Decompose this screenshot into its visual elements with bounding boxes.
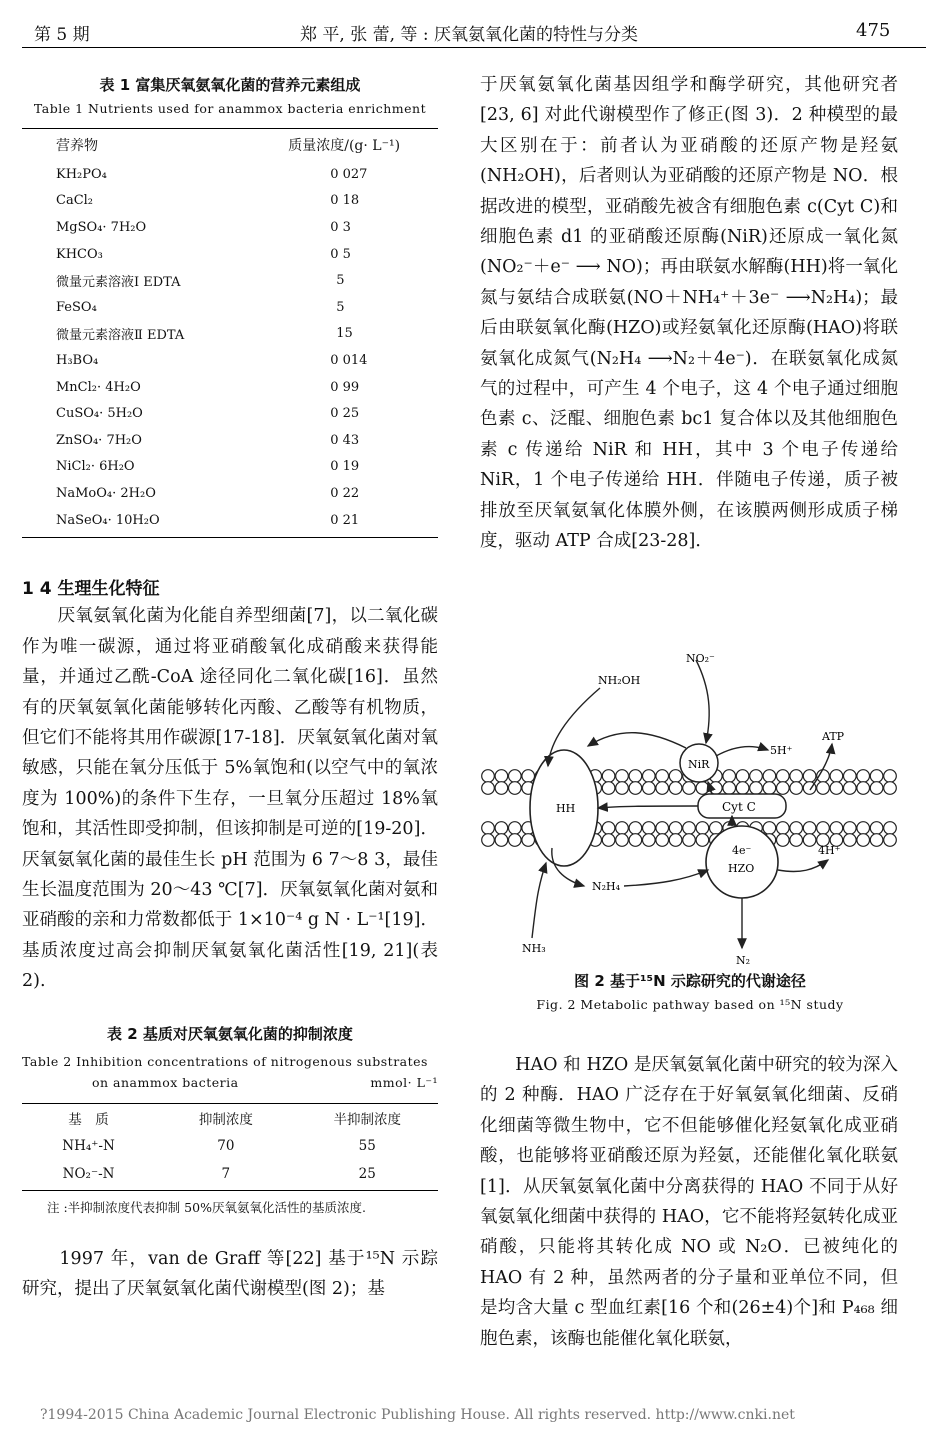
membrane-bead [844,822,857,835]
label-nir: NiR [688,758,710,771]
table2-title: 表 2 基质对厌氧氨氧化菌的抑制浓度 [107,1024,353,1043]
label-4h: 4H⁺ [818,844,841,857]
table1-cell-nutrient: 微量元素溶液Ⅱ EDTA [56,328,185,344]
table1-row [22,374,438,401]
table1-header-row [22,129,438,161]
table1-row [22,321,438,348]
membrane-bead [723,782,736,795]
membrane-bead [857,782,870,795]
membrane-bead [790,770,803,783]
left-bottom-body [22,1244,438,1305]
table1-cell-conc: 0 3 [330,219,351,235]
membrane-bead [629,834,642,847]
membrane-bead [602,782,615,795]
membrane-bead [616,822,629,835]
table1-row [22,161,438,188]
table1-bottom-rule [22,537,438,538]
label-hzo: HZO [728,862,755,875]
table1-cell-nutrient: CuSO₄· 5H₂O [56,406,143,422]
right-top-body [480,70,898,557]
table2 [22,1104,438,1188]
table1-row [22,294,438,321]
arrow-n2h4-hzo [624,870,708,886]
membrane-bead [803,770,816,783]
membrane-bead [723,770,736,783]
table2-cell-inhibit: 70 [217,1137,235,1154]
label-nh3: NH₃ [522,942,546,955]
membrane-bead [696,834,709,847]
membrane-bead [870,782,883,795]
table1-cell-nutrient: ZnSO₄· 7H₂O [56,432,142,448]
membrane-bead [830,770,843,783]
header-rule [22,47,926,48]
membrane-bead [857,770,870,783]
table2-cell-substrate: NO₂⁻-N [62,1165,115,1182]
label-4e: 4e⁻ [732,844,752,857]
table1-cell-conc: 0 21 [330,512,360,528]
label-n2h4: N₂H₄ [592,880,621,893]
membrane-bead [602,834,615,847]
table2-row [22,1160,438,1188]
table1-cell-nutrient: NaSeO₄· 10H₂O [56,512,160,528]
table1-cell-conc: 0 25 [330,406,360,422]
membrane-bead [790,822,803,835]
arrow-cytc-hh [598,806,698,808]
membrane-bead [683,834,696,847]
right-bottom-column [480,1050,898,1354]
membrane-bead [683,822,696,835]
right-bottom-body [480,1050,898,1354]
table1-cell-conc: 0 014 [330,352,368,368]
membrane-bead [656,834,669,847]
table1-col-conc: 质量浓度/(g· L⁻¹) [288,138,401,154]
label-nh2oh: NH₂OH [598,674,641,687]
table1-body [22,161,438,533]
table1-cell-nutrient: KH₂PO₄ [56,166,107,182]
table1-row [22,427,438,454]
membrane-bead [495,782,508,795]
membrane-bead [763,822,776,835]
membrane-bead [750,782,763,795]
membrane-bead [616,782,629,795]
table2-bottom-rule [22,1190,438,1191]
membrane-bead [777,834,790,847]
table1-cell-nutrient: MnCl₂· 4H₂O [56,379,141,395]
membrane-bead [870,822,883,835]
membrane-bead [870,770,883,783]
membrane-bead [884,770,897,783]
membrane-bead [857,834,870,847]
membrane-bead [830,782,843,795]
running-title: 郑 平, 张 蕾, 等 : 厌氧氨氧化菌的特性与分类 [300,25,638,45]
label-hh: HH [556,802,576,815]
figure2 [480,648,900,968]
label-n2: N₂ [736,954,751,967]
left-bottom-paragraph: 1997 年，van de Graff 等[22] 基于¹⁵N 示踪研究，提出了厌氧氨氧化菌代谢模型(图 2)；基 [22,1248,438,1299]
membrane-bead [509,834,522,847]
membrane-bead [750,770,763,783]
table2-cell-substrate: NH₄⁺-N [62,1137,115,1154]
table1-row [22,188,438,215]
membrane-bead [777,770,790,783]
membrane-bead [602,822,615,835]
table2-row [22,1132,438,1160]
membrane-bead [736,782,749,795]
membrane-bead [817,782,830,795]
page-header [0,20,950,46]
membrane-bead [884,782,897,795]
table1-cell-conc: 0 19 [330,459,360,475]
membrane-bead [509,822,522,835]
membrane-bead [643,782,656,795]
membrane-bead [669,782,682,795]
membrane-bead [509,782,522,795]
membrane-bead [857,822,870,835]
table1-row [22,400,438,427]
table2-note: 注 :半抑制浓度代表抑制 50%厌氧氨氧化活性的基质浓度. [47,1199,366,1215]
issue-label: 第 5 期 [34,25,90,45]
table1-cell-conc: 0 99 [330,379,360,395]
membrane-bead [643,834,656,847]
membrane-bead [777,782,790,795]
label-cytc: Cyt C [722,800,756,814]
membrane-bead [683,782,696,795]
membrane-bead [643,770,656,783]
table1-cell-conc: 0 5 [330,246,351,262]
membrane-bead [817,822,830,835]
table1-row [22,507,438,534]
figure2-caption-en: Fig. 2 Metabolic pathway based on ¹⁵N study [536,997,844,1012]
table1-col-nutrient: 营养物 [56,138,98,154]
table1-cell-nutrient: NaMoO₄· 2H₂O [56,485,156,501]
table1-cell-nutrient: H₃BO₄ [56,352,99,368]
membrane-bead [830,822,843,835]
membrane-bead [482,770,495,783]
table2-cell-half: 55 [358,1137,376,1154]
right-top-paragraph: 于厌氧氨氧化菌基因组学和酶学研究，其他研究者[23, 6] 对此代谢模型作了修正(图 3)．2 种模型的最大区别在于：前者认为亚硝酸的还原产物是羟氨(NH₂OH)，后者则认为亚硝酸的还原产物是 NO．根据改进的模型，亚硝酸先被含有细胞色素 c(Cyt C)和细胞色素 d1 的亚硝酸还原酶(NiR)还原成一氧化氮(NO₂⁻＋e⁻ ⟶ NO)；再由联氨水解酶(HH)将一氧化氮与氨结合成联氨(NO＋NH₄⁺＋3e⁻ ⟶N₂H₄)；最后由联氨氧化酶(HZO)或羟氨氧化还原酶(HAO)将联氨氧化成氮气(N₂H₄ ⟶N₂＋4e⁻)．在联氨氧化成氮气的过程中，可产生 4 个电子，这 4 个电子通过细胞色素 c、泛醌、细胞色素 bc1 复合体以及其他细胞色素 c 传递给 NiR 和 HH，其中 3 个电子传递给 NiR，1 个电子传递给 HH．伴随电子传递，质子被排放至厌氧氨氧化体膜外侧，在该膜两侧形成质子梯度，驱动 ATP 合成[23-28]． [480,75,898,552]
membrane-bead [482,834,495,847]
table2-title-en-2: on anammox bacteria [92,1074,239,1090]
arrow-nir-hh [588,733,686,748]
table2-title-en-1: Table 2 Inhibition concentrations of nitrogenous substrates [22,1053,428,1069]
membrane-bead [656,822,669,835]
membrane-bead [669,822,682,835]
membrane-bead [522,770,535,783]
table1-cell-conc: 5 [336,273,345,289]
membrane-bead [884,822,897,835]
page-footer: ?1994-2015 China Academic Journal Electronic Publishing House. All rights reserved. http://www.cnki.net [40,1407,795,1423]
table1-row [22,347,438,374]
membrane-bead [509,770,522,783]
membrane-bead [777,822,790,835]
table2-col-substrate: 基 质 [68,1111,109,1128]
arrow-nir-5h [716,747,768,756]
membrane-bead [844,782,857,795]
membrane-bead [629,782,642,795]
table1-cell-conc: 0 22 [330,485,360,501]
table1-cell-nutrient: 微量元素溶液Ⅰ EDTA [56,275,181,291]
membrane-bead [870,834,883,847]
membrane-bead [669,834,682,847]
table1 [22,129,438,533]
table1-cell-nutrient: NiCl₂· 6H₂O [56,459,135,475]
table2-col-half: 半抑制浓度 [333,1111,402,1128]
membrane-bead [763,770,776,783]
membrane-bead [616,770,629,783]
section-body [22,601,438,996]
table1-row [22,480,438,507]
membrane-bead [790,782,803,795]
label-atp: ATP [822,730,845,743]
membrane-bead [696,782,709,795]
figure2-captions [480,970,900,1012]
table1-row [22,241,438,268]
membrane-bead [495,770,508,783]
membrane-bead [696,822,709,835]
table1-cell-conc: 0 43 [330,432,360,448]
membrane-bead [495,822,508,835]
right-column [480,70,898,557]
table2-cell-inhibit: 7 [221,1165,231,1182]
membrane-bead [616,834,629,847]
membrane-bead [763,782,776,795]
arrow-nh3-hh [532,863,546,938]
membrane-bead [482,822,495,835]
membrane-bead [790,834,803,847]
table2-cell-half: 25 [358,1165,376,1182]
membrane-bead [656,770,669,783]
section-heading: 1 4 生理生化特征 [22,579,160,600]
table1-cell-nutrient: CaCl₂ [56,193,94,209]
table2-header-row [22,1104,438,1132]
membrane-bead [736,770,749,783]
page-number: 475 [856,20,891,41]
table1-row [22,454,438,481]
table1-title: 表 1 富集厌氧氨氧化菌的营养元素组成 [99,76,361,94]
membrane-bead [656,782,669,795]
table1-cell-nutrient: KHCO₃ [56,246,103,262]
membrane-bead [495,834,508,847]
membrane-bead [803,834,816,847]
membrane-bead [844,770,857,783]
table2-title-en-2-row [22,1073,438,1099]
table2-unit: mmol· L⁻¹ [370,1074,438,1090]
table1-row [22,214,438,241]
membrane-bead [643,822,656,835]
table1-cell-nutrient: MgSO₄· 7H₂O [56,219,147,235]
membrane-bead [844,834,857,847]
label-no2: NO₂⁻ [686,652,715,665]
membrane-bead [669,770,682,783]
table1-cell-conc: 5 [336,299,345,315]
figure2-caption: 图 2 基于¹⁵N 示踪研究的代谢途径 [574,972,806,990]
membrane-bead [522,834,535,847]
table1-cell-conc: 0 027 [330,166,368,182]
membrane-bead [602,770,615,783]
membrane-bead [629,822,642,835]
table2-col-inhibit: 抑制浓度 [198,1111,253,1128]
membrane-bead [803,822,816,835]
membrane-bead [884,834,897,847]
label-5h: 5H⁺ [770,744,793,757]
left-column [22,74,438,1304]
table1-row [22,267,438,294]
table1-title-en: Table 1 Nutrients used for anammox bacteria enrichment [33,101,427,116]
figure2-diagram [480,648,900,968]
membrane-bead [629,770,642,783]
membrane-bead [482,782,495,795]
arrow-no2-nir [696,660,709,743]
arrow-hzo-4h [778,860,828,872]
table1-cell-conc: 15 [336,326,353,342]
table2-body [22,1132,438,1188]
section-paragraph: 厌氧氨氧化菌为化能自养型细菌[7]，以二氧化碳作为唯一碳源，通过将亚硝酸氧化成硝酸来获得能量，并通过乙酰-CoA 途径同化二氧化碳[16]．虽然有的厌氧氨氧化菌能够转化丙酸、乙酸等有机物质，但它们不能将其用作碳源[17-18]．厌氧氨氧化菌对氧敏感，只能在氧分压低于 5%氧饱和(以空气中的氧浓度为 100%)的条件下生存，一旦氧分压超过 18%氧饱和，其活性即受抑制，但该抑制是可逆的[19-20]．厌氧氨氧化菌的最佳生长 pH 范围为 6 7～8 3，最佳生长温度范围为 20～43 ℃[7]．厌氧氨氧化菌对氨和亚硝酸的亲和力常数都低于 1×10⁻⁴ g N · L⁻¹[19]．基质浓度过高会抑制厌氧氨氧化菌活性[19, 21](表 2). [22,606,438,992]
right-bottom-paragraph: HAO 和 HZO 是厌氧氨氧化菌中研究的较为深入的 2 种酶．HAO 广泛存在于好氧氨氧化细菌、反硝化细菌等微生物中，它不但能够催化羟氨氧化成亚硝酸，也能够将亚硝酸还原为羟氨，还能催化氧化联氨[1]．从厌氧氨氧化菌中分离获得的 HAO 不同于从好氧氨氧化细菌中获得的 HAO，它不能将羟氨转化成亚硝酸，只能将其转化成 NO 或 N₂O．已被纯化的 HAO 有 2 种，虽然两者的分子量和亚单位不同，但是均含大量 c 型血红素[16 个和(26±4)个]和 P₄₆₈ 细胞色素，该酶也能催化氧化联氨， [480,1055,898,1349]
table1-cell-nutrient: FeSO₄ [56,299,97,315]
table1-cell-conc: 0 18 [330,193,360,209]
